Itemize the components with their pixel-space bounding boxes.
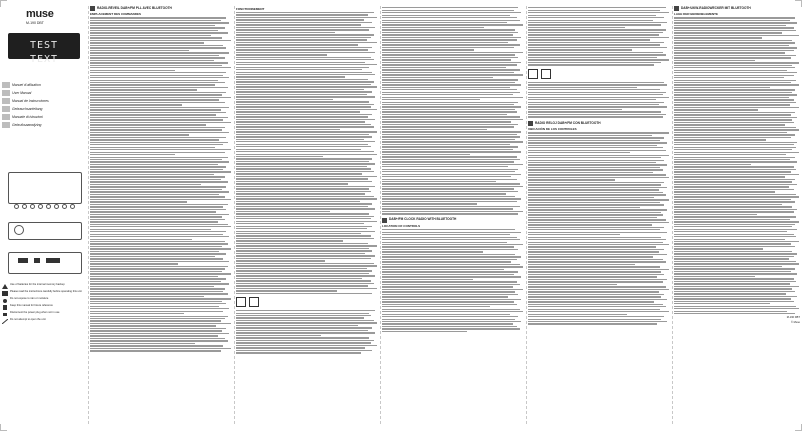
warning-item: Use of batteries for the internal memory backup bbox=[2, 284, 86, 289]
crop-mark bbox=[795, 424, 802, 431]
subsection-header: FONCTIONNEMENT bbox=[236, 6, 265, 11]
recycling-symbols bbox=[528, 69, 670, 79]
plug-icon bbox=[2, 312, 8, 317]
battery-disposal-icon bbox=[249, 297, 259, 307]
weee-bin-icon bbox=[528, 69, 538, 79]
crop-mark bbox=[0, 424, 7, 431]
language-item: Gebrauchsanleitung bbox=[2, 105, 86, 112]
book-icon bbox=[2, 291, 8, 296]
spanish-column bbox=[528, 6, 670, 424]
footer-copyright: © Muse bbox=[791, 321, 800, 325]
rear-panel-diagram bbox=[6, 250, 82, 282]
recycling-symbols bbox=[236, 297, 378, 307]
warning-item: Do not expose to rain or moisture bbox=[2, 298, 86, 303]
language-item: Manual de Instrucciones bbox=[2, 97, 86, 104]
french-column-1 bbox=[90, 6, 232, 424]
language-item: Manuel d'utilisation bbox=[2, 81, 86, 88]
language-item: User Manual bbox=[2, 89, 86, 96]
section-header: RADIO-RÉVEIL DAB+/FM PLL AVEC BLUETOOTH bbox=[97, 6, 172, 10]
section-header: DAB+/FM CLOCK RADIO WITH BLUETOOTH bbox=[389, 217, 457, 222]
warning-item: Please read the instructions carefully before operating this unit bbox=[2, 291, 86, 296]
warning-item: Do not attempt to open the unit bbox=[2, 319, 86, 324]
subsection-header: LOCATION OF CONTROLS bbox=[382, 223, 421, 228]
language-item: Gebruiksaanwijzing bbox=[2, 121, 86, 128]
cover-column bbox=[2, 6, 86, 424]
section-header: DAB+/UKW-RADIOWECKER MIT BLUETOOTH bbox=[681, 6, 751, 10]
water-drop-icon bbox=[2, 298, 8, 303]
fold-line bbox=[526, 6, 527, 424]
subsection-header: LAGE DER BEDIENELEMENTE bbox=[674, 12, 719, 16]
device-display: TEST TEXT bbox=[29, 40, 59, 65]
brand-logo: muse bbox=[26, 8, 54, 20]
language-item: Manuale di istruzioni bbox=[2, 113, 86, 120]
screwdriver-icon bbox=[2, 319, 8, 324]
warning-item: Keep this manual for future reference bbox=[2, 305, 86, 310]
footer-code: M-190 DBT bbox=[786, 316, 800, 320]
english-column bbox=[382, 6, 524, 424]
battery-disposal-icon bbox=[541, 69, 551, 79]
fold-line bbox=[88, 6, 89, 424]
fold-line bbox=[380, 6, 381, 424]
subsection-header: UBICACIÓN DE LOS CONTROLES bbox=[528, 126, 577, 131]
front-panel-diagram bbox=[6, 168, 82, 210]
subsection-header: EMPLACEMENT DES COMMANDES bbox=[90, 12, 142, 16]
french-column-2 bbox=[236, 6, 378, 424]
language-list bbox=[2, 81, 86, 128]
side-panel-diagram bbox=[6, 220, 82, 242]
fold-line bbox=[234, 6, 235, 424]
fold-line bbox=[672, 6, 673, 424]
german-column bbox=[674, 6, 800, 424]
device-image bbox=[8, 33, 80, 65]
warning-item: Disconnect the power plug when not in use bbox=[2, 312, 86, 317]
weee-bin-icon bbox=[236, 297, 246, 307]
manual-icon bbox=[2, 305, 8, 310]
model-number: M-190 DBT bbox=[26, 21, 44, 25]
warning-icon bbox=[2, 284, 8, 289]
section-header: RADIO RELOJ DAB+/FM CON BLUETOOTH bbox=[535, 120, 601, 125]
